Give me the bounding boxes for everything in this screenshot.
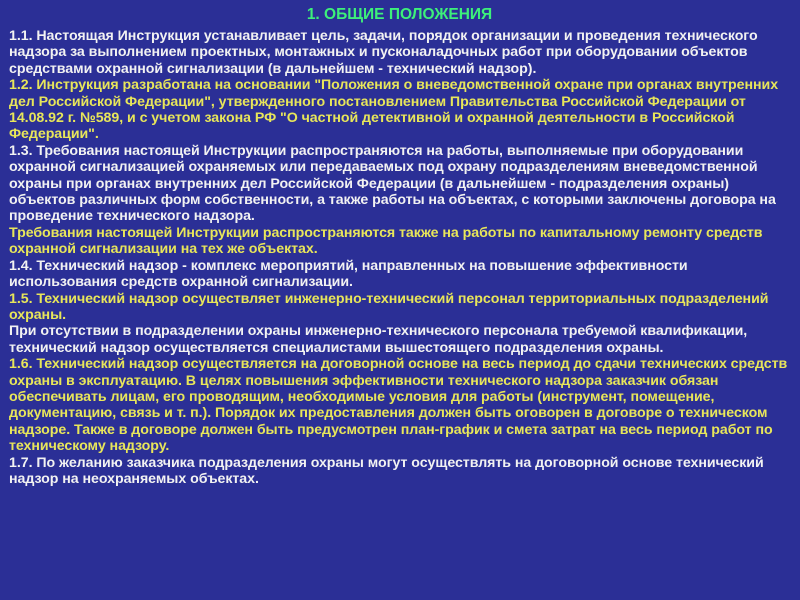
paragraph-1-6: 1.6. Технический надзор осуществляется на договорной основе на весь период до сдачи технических средств охраны в эксплуатацию. В целях повышения эффективности технического надзора заказчик обязан обеспечивать лицам, его проводящим, необходимые условия для работы (инструмент, помещение, документацию, связь и т. п.). Порядок их предоставления должен быть оговорен в договоре о техническом надзоре. Также в договоре должен быть предусмотрен план-график и смета затрат на весь период работ по техническому надзору.: [9, 356, 788, 455]
paragraph-1-5-continued: При отсутствии в подразделении охраны инженерно-технического персонала требуемой квалификации, технический надзор осуществляется специалистами вышестоящего подразделения охраны.: [9, 323, 748, 356]
paragraph-1-7: 1.7. По желанию заказчика подразделения охраны могут осуществлять на договорной основе технический надзор на неохраняемых объектах.: [9, 454, 764, 487]
paragraph-1-3: 1.3. Требования настоящей Инструкции распространяются на работы, выполняемые при оборудовании охранной сигнализацией охраняемых или передаваемых под охрану подразделениям вневедомственной охраны при органах внутренних дел Российской Федерации (в дальнейшем - подразделения охраны) объектов различных форм собственности, а также работы на объектах, с которыми заключены договора на проведение технического надзора.: [9, 142, 776, 225]
paragraph-1-3-continued: Требования настоящей Инструкции распространяются также на работы по капитальному ремонту средств охранной сигнализации на тех же объектах.: [9, 224, 763, 258]
paragraph-1-1: 1.1. Настоящая Инструкция устанавливает цель, задачи, порядок организации и проведения технического надзора за выполнением проектных, монтажных и пусконаладочных работ при оборудовании объектов средствами охранной сигнализации (в дальнейшем - технический надзор).: [9, 28, 758, 77]
instruction-body: [9, 28, 790, 487]
paragraph-1-2: 1.2. Инструкция разработана на основании "Положения о вневедомственной охране при органах внутренних дел Российской Федерации", утвержденного постановлением Правительства Российской Федерации от 14.08.92 г. №589, и с учетом закона РФ "О частной детективной и охранной деятельности в Российской Федерации".: [9, 77, 779, 143]
paragraph-1-5: 1.5. Технический надзор осуществляет инженерно-технический персонал территориальных подразделений охраны.: [9, 290, 769, 323]
paragraph-1-4: 1.4. Технический надзор - комплекс мероприятий, направленных на повышение эффективности использования средств охранной сигнализации.: [9, 257, 688, 291]
section-title: 1. ОБЩИЕ ПОЛОЖЕНИЯ: [306, 6, 493, 23]
